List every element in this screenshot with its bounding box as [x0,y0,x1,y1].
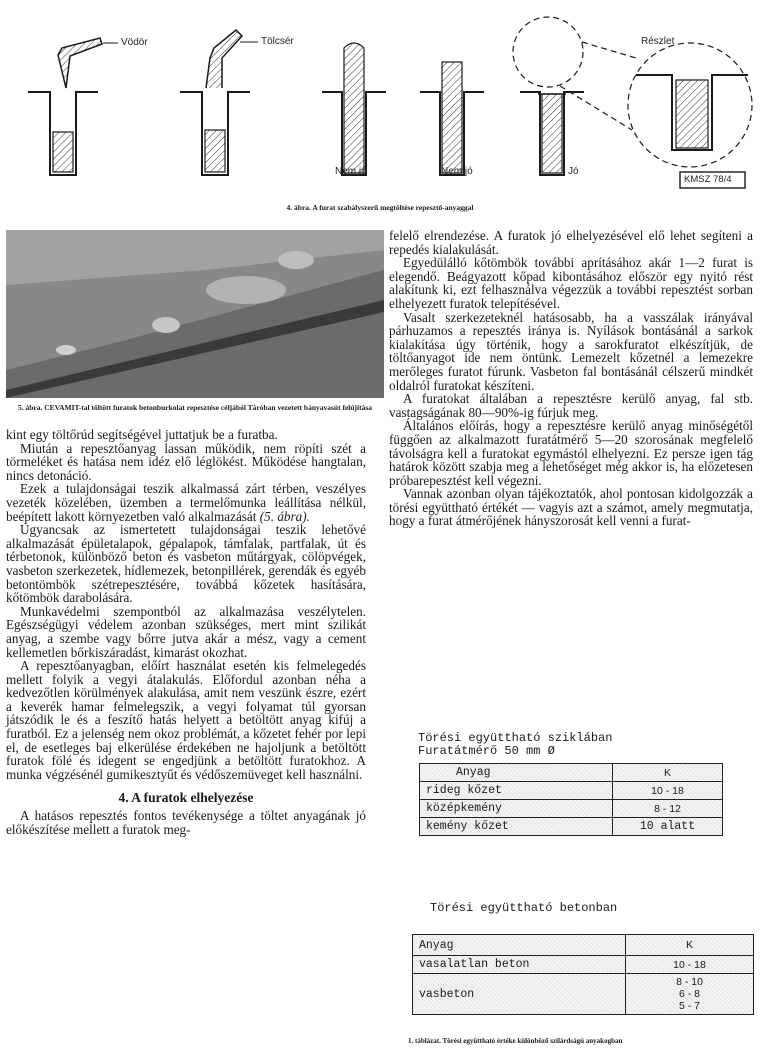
figure-code: KMSZ 78/4 [684,174,732,185]
figure-4 [0,0,760,215]
table-cell: 8 - 12 [613,800,723,818]
table-cell: 10 alatt [613,818,723,836]
table-1 [419,763,723,836]
table-row [420,782,723,800]
figure-5-photo [6,230,384,398]
table-header [420,764,723,782]
value-line: 5 - 7 [678,1000,700,1012]
label-reszlet: Részlet [641,36,675,47]
table-cell: rideg kőzet [420,782,613,800]
table-row [420,818,723,836]
right-column [389,229,753,528]
value-line: 8 - 10 [676,976,703,988]
table-cell: 10 - 18 [613,782,723,800]
table-1-title: Törési együttható sziklában [418,731,613,745]
table-caption: 1. táblázat. Törési együttható értéke különböző szilárdságú anyakogban [408,1037,623,1045]
figure-4-caption: 4. ábra. A furat szabályszerű megtöltése repesztő-anyaggal [286,203,474,212]
paragraph: Ugyancsak az ismertetett tulajdonságai teszik lehetővé alkalmazását épületalapok, gépalapok, támfalak, partfalak, út és térbetonok, különböző beton és vasbeton műtárgyak, cölöpvégek, vasbeton szerkezetek, hídlemezek, betonpillérek, gerendák és egyéb betontömbök szétrepesztésére, továbbá kőzetek hasítására, kőtömbök darabolására. [6,522,366,606]
left-column [6,428,366,836]
table-cell: vasbeton [413,974,626,1015]
label-vodor: Vödör [121,37,148,48]
paragraph: Miután a repesztőanyag lassan működik, nem röpíti szét a törmeléket és hatása nem idéz elő léglökést. Működése hangtalan, nincs detonáció. [6,440,366,483]
paragraph: kint egy töltőrúd segítségével juttatjuk be a furatba. [6,427,278,442]
table-cell [626,974,754,1015]
paragraph: Munkavédelmi szempontból az alkalmazása veszélytelen. Egészségügyi védelem azonban szükséges, mert mint szilikát anyag, a szembe vagy bőrre jutva akár a mész, vagy a cement kellemetlen bőrkiszáradást, kimarást okozhat. [6,603,366,660]
paragraph-text: Ezek a tulajdonságai teszik alkalmassá zárt térben, veszélyes vezeték közelében, üzemben a termelőmunka leállítása nélkül, beépített lakott környezetben való alkalmazását [6,481,366,524]
header-cell: Anyag [413,935,626,956]
table-row [413,956,754,974]
label-nem-jo-2: Nem jó [441,166,473,177]
table-row [413,974,754,1015]
label-tolcser: Tölcsér [261,36,294,47]
table-header [413,935,754,956]
paragraph: Vasalt szerkezeteknél hatásosabb, ha a vasszálak irányával párhuzamos a repesztés iránya is. Nyílások bontásánál a sarkok kialakítása úgy történik, hogy a sarokfuratot elkészítjük, de töltőanyagot ide nem öntünk. Lemezelt kőzetnél a lemezekre merőleges furatot fúrunk. Vasbeton fal bontásánál célszerű mindkét oldalról furatokat készíteni. [389,309,753,393]
table-1-subtitle: Furatátmérő 50 mm Ø [418,744,555,758]
table-2-title: Törési együttható betonban [430,901,618,915]
paragraph [6,482,366,523]
paragraph: felelő elrendezése. A furatok jó elhelyezésével elő lehet segíteni a repedés kialakulását. [389,228,753,257]
paragraph: A furatokat általában a repesztésre kerülő anyag, fal stb. vastagságának 80—90%-ig fúrjuk meg. [389,391,753,420]
value-line: 6 - 8 [678,988,700,1000]
table-cell: középkemény [420,800,613,818]
paragraph: A hatásos repesztés fontos tevékenysége a töltet anyagának jó előkészítése mellett a furatok meg- [6,808,366,837]
paragraph: A repesztőanyagban, előírt használat esetén kis felmelegedés mellett folyik a vegyi átalakulás. Előfordul azonban néha a kedvezőtlen körülmények alakulása, amit nem veszünk észre, ezért a keverék hamar felmelegszik, a vegyi folyamat túl gyorsan játszódik le és a feszítő hatás helyett a betöltött anyag kifúj a furatból. Ez a jelenség nem okoz problémát, a kőzetet fehér por lepi el, de esetleges baj elkerülése érdekében ne hajoljunk a betöltött furatok fölé és idegent se engedjünk a betöltött furatokhoz. A munka végzésénél gumikesztyűt és védőszemüveget kell használni. [6,658,366,782]
paragraph: Általános előírás, hogy a repesztésre kerülő anyag minőségétől függően az alkalmazott furatátmérő 5—20 szorosának megfelelő távolságra kell a furatokat egymástól elhelyezni. Ez persze igen tág határok között szabja meg a lehetőséget még akkor is, ha előzetesen próbarepesztést kell végezni. [389,418,753,488]
paragraph: Vannak azonban olyan tájékoztatók, ahol pontosan kidolgozzák a törési együttható értékét — vagyis azt a számot, amely megmutatja, hogy a furat átmérőjének hányszorosát kell venni a furat- [389,486,753,529]
hole-filling-diagram [0,0,760,200]
label-nem-jo-1: Nem jó [335,166,367,177]
table-cell: vasalatlan beton [413,956,626,974]
figure-reference: (5. ábra). [259,508,310,524]
label-jo: Jó [568,166,579,177]
header-cell: K [613,764,723,782]
paragraph: Egyedülálló kőtömbök további aprításához akár 1—2 furat is elegendő. Beágyazott kőpad kibontásához először egy nyitó rést alakítunk ki, ezt felhasználva végezzük a további repesztést sorban elhelyezett furatok telepítésével. [389,255,753,311]
table-row [420,800,723,818]
figure-5-caption: 5. ábra. CEVAMIT-tal töltött furatok betonburkolat repesztése céljából Táróban vezetett bányavasút felújítása [17,403,373,412]
table-2 [412,934,754,1015]
table-cell: kemény kőzet [420,818,613,836]
table-cell: 10 - 18 [626,956,754,974]
section-heading: 4. A furatok elhelyezése [118,790,254,806]
header-cell: Anyag [420,764,613,782]
header-cell: K [626,935,754,956]
